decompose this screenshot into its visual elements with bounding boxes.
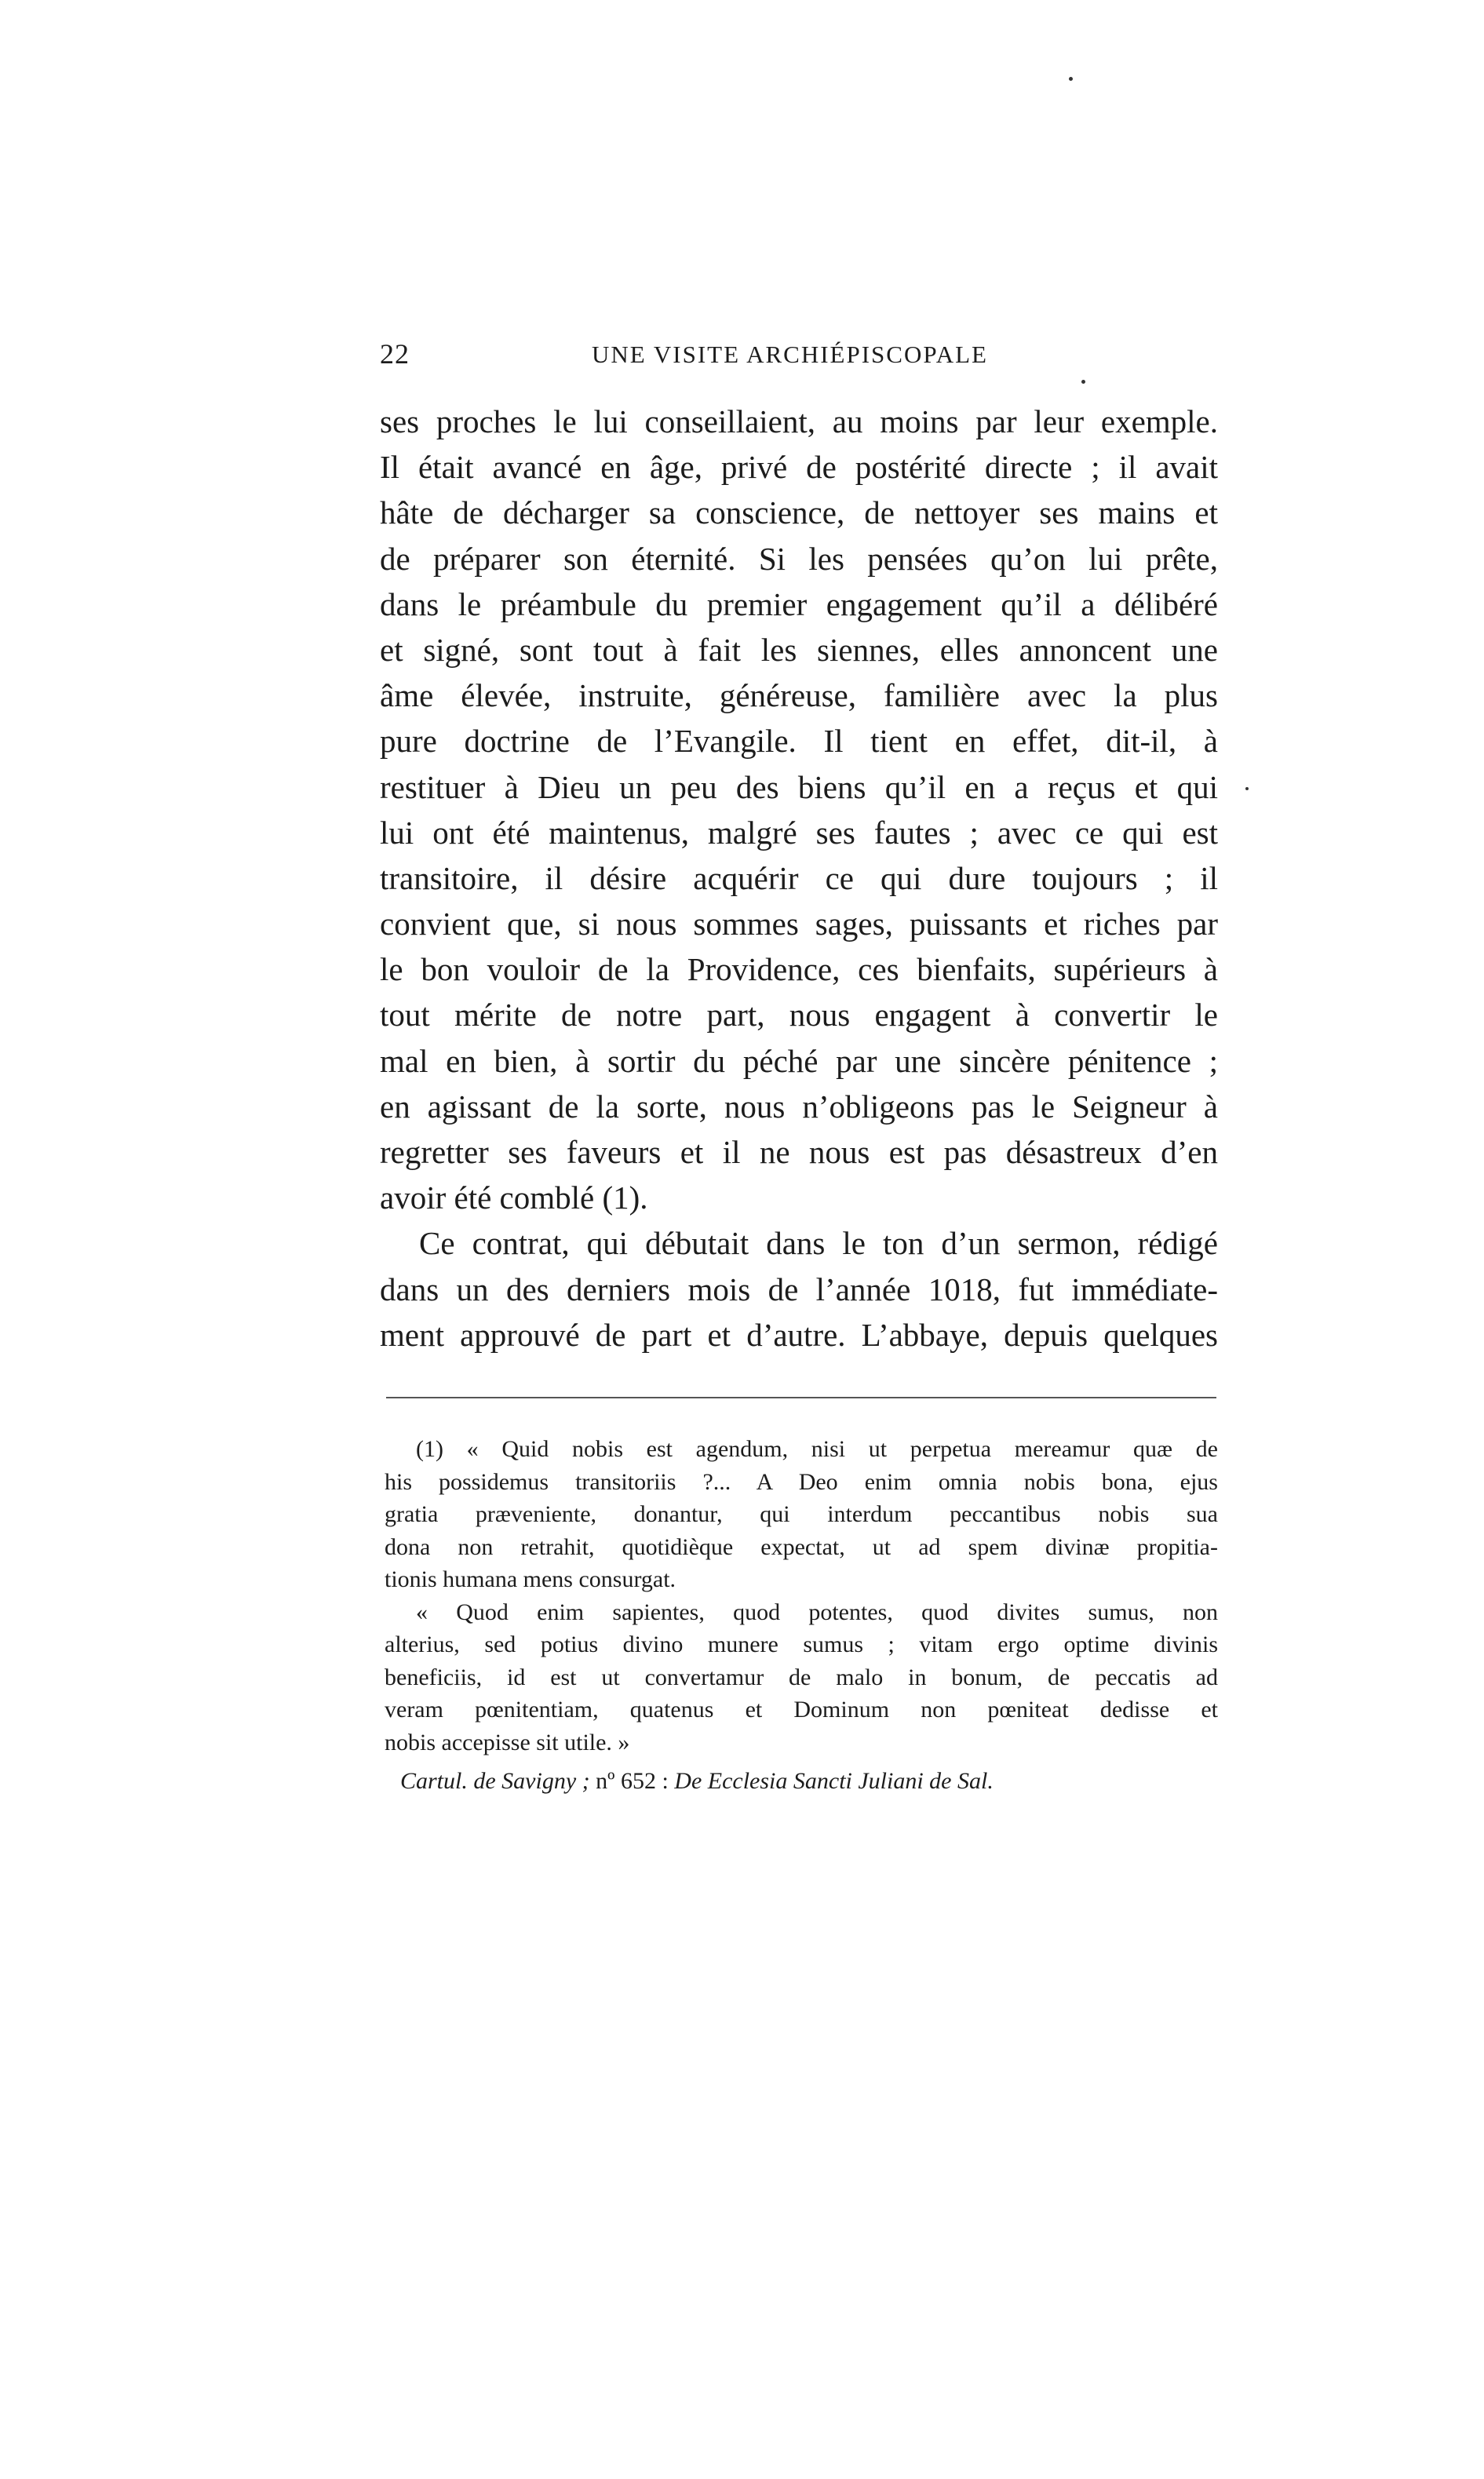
text-line: tout mérite de notre part, nous engagent à convertir le: [380, 997, 1218, 1034]
footnote-line: beneficiis, id est ut convertamur de malo in bonum, de peccatis ad: [385, 1664, 1218, 1690]
text-line: en agissant de la sorte, nous n’obligeons pas le Seigneur à: [380, 1088, 1218, 1125]
text-line: transitoire, il désire acquérir ce qui dure toujours ; il: [380, 859, 1218, 896]
footnote-line: alterius, sed potius divino munere sumus ; vitam ergo optime divinis: [385, 1631, 1218, 1657]
text-line: convient que, si nous sommes sages, puissants et riches par: [380, 906, 1218, 942]
text-line: Ce contrat, qui débutait dans le ton d’un sermon, rédigé: [419, 1225, 1218, 1262]
scan-speck: [1245, 787, 1249, 790]
running-head: [380, 337, 1212, 377]
footnote-line: tionis humana mens consurgat.: [385, 1566, 676, 1592]
footnote-line: « Quod enim sapientes, quod potentes, quod divites sumus, non: [416, 1599, 1218, 1625]
text-line: mal en bien, à sortir du péché par une sincère pénitence ;: [380, 1042, 1218, 1079]
text-line: âme élevée, instruite, généreuse, familière avec la plus: [380, 677, 1218, 714]
text-line: ses proches le lui conseillaient, au moins par leur exemple.: [380, 403, 1218, 439]
footnote-line: nobis accepisse sit utile. »: [385, 1729, 630, 1755]
running-title: UNE VISITE ARCHIÉPISCOPALE: [592, 341, 988, 368]
text-line: dans un des derniers mois de l’année 1018, fut immédiate-: [380, 1270, 1218, 1307]
footnote-divider: [386, 1397, 1216, 1398]
source-title: De Ecclesia Sancti Juliani de Sal.: [674, 1768, 994, 1794]
text-line: pure doctrine de l’Evangile. Il tient en effet, dit-il, à: [380, 723, 1218, 760]
footnote-source: [385, 1765, 1218, 1798]
text-line: lui ont été maintenus, malgré ses fautes ; avec ce qui est: [380, 814, 1218, 851]
source-number: nº 652 :: [589, 1768, 675, 1794]
text-line: avoir été comblé (1).: [380, 1179, 648, 1216]
scan-speck: [1069, 77, 1073, 81]
main-text: [380, 399, 1218, 1358]
text-line: regretter ses faveurs et il ne nous est pas désastreux d’en: [380, 1134, 1218, 1170]
footnote-line: his possidemus transitoriis ?... A Deo enim omnia nobis bona, ejus: [385, 1468, 1218, 1495]
text-line: hâte de décharger sa conscience, de nettoyer ses mains et: [380, 494, 1218, 531]
text-line: Il était avancé en âge, privé de postérité directe ; il avait: [380, 449, 1218, 486]
page-number: 22: [380, 338, 410, 370]
footnote-line: gratia præveniente, donantur, qui interdum peccantibus nobis sua: [385, 1501, 1218, 1527]
source-cartulary: Cartul. de Savigny ;: [400, 1768, 590, 1794]
footnote-line: dona non retrahit, quotidièque expectat, ut ad spem divinæ propitia-: [385, 1533, 1218, 1560]
text-line: de préparer son éternité. Si les pensées qu’on lui prête,: [380, 540, 1218, 577]
text-line: et signé, sont tout à fait les siennes, elles annoncent une: [380, 631, 1218, 668]
footnote-line: veram pœnitentiam, quatenus et Dominum non pœniteat dedisse et: [385, 1697, 1218, 1723]
text-line: dans le préambule du premier engagement qu’il a délibéré: [380, 585, 1218, 622]
text-line: restituer à Dieu un peu des biens qu’il en a reçus et qui: [380, 768, 1218, 805]
footnote-line: (1) « Quid nobis est agendum, nisi ut perpetua mereamur quæ de: [416, 1436, 1218, 1462]
text-line: le bon vouloir de la Providence, ces bienfaits, supérieurs à: [380, 951, 1218, 988]
scan-speck: [1081, 380, 1085, 384]
footnote: [385, 1433, 1218, 1798]
text-line: ment approuvé de part et d’autre. L’abbaye, depuis quelques: [380, 1316, 1218, 1353]
